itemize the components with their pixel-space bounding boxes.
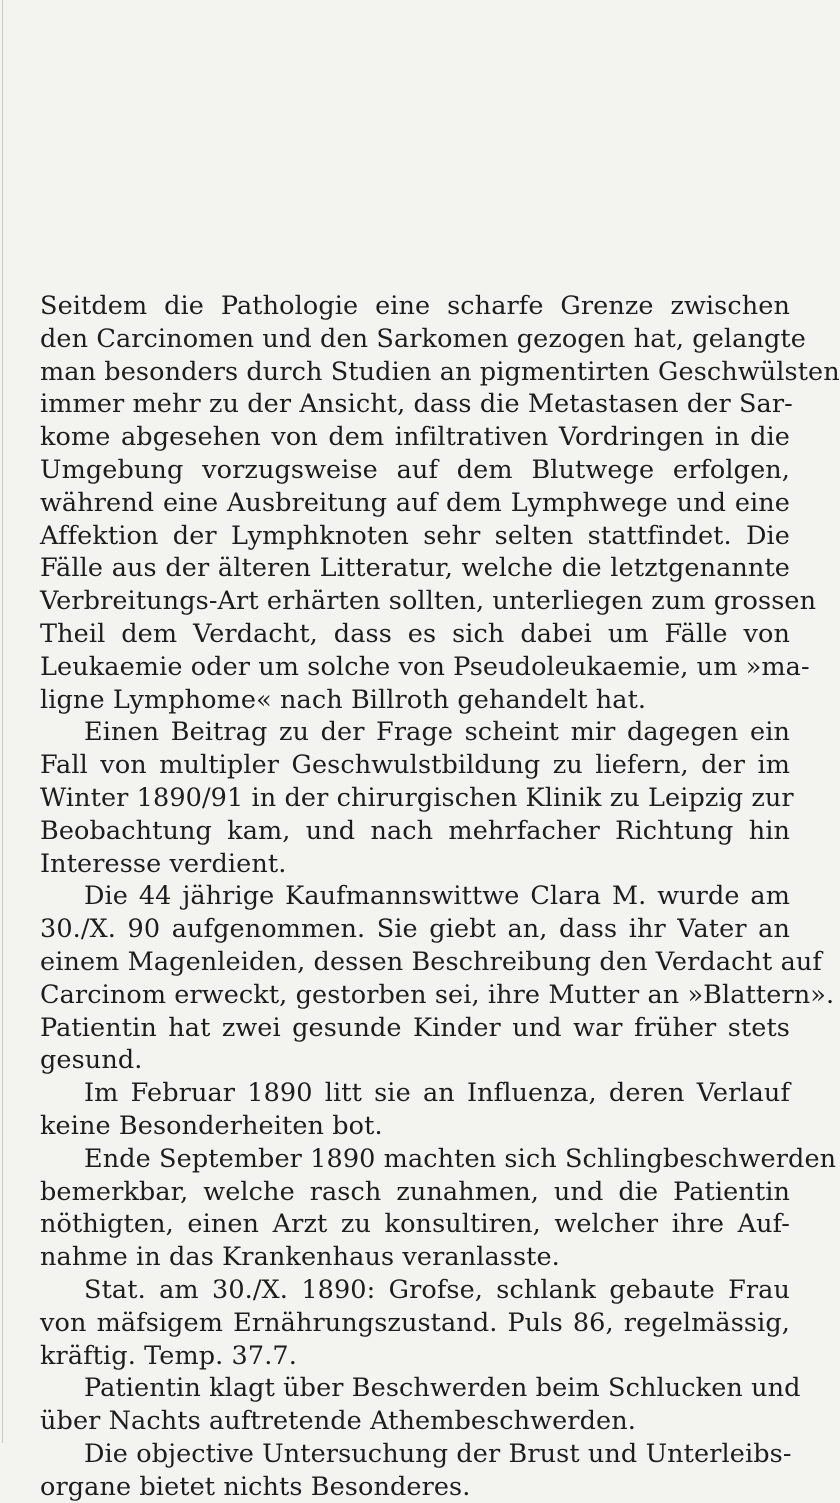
page-edge-line [2, 0, 3, 1443]
text-line: Affektion der Lymphknoten sehr selten stattfindet. Die [40, 520, 790, 551]
text-line: Die 44 jährige Kaufmannswittwe Clara M. wurde am [84, 881, 790, 912]
text-line: keine Besonderheiten bot. [40, 1110, 383, 1141]
paragraph-7 [40, 1372, 801, 1438]
text-line: Im Februar 1890 litt sie an Influenza, deren Verlauf [84, 1078, 790, 1109]
text-line: bemerkbar, welche rasch zunahmen, und die Patientin [40, 1176, 790, 1207]
text-line: von mäfsigem Ernährungszustand. Puls 86, regelmässig, [40, 1307, 790, 1338]
text-line: Ende September 1890 machten sich Schlingbeschwerden [84, 1143, 837, 1174]
text-line: den Carcinomen und den Sarkomen gezogen hat, gelangte [40, 323, 806, 354]
text-line: nahme in das Krankenhaus veranlasste. [40, 1242, 560, 1273]
text-line: Patientin hat zwei gesunde Kinder und war früher stets [40, 1012, 790, 1043]
paragraph-8 [40, 1438, 790, 1503]
text-line: während eine Ausbreitung auf dem Lymphwege und eine [40, 487, 790, 518]
text-line: Stat. am 30./X. 1890: Grofse, schlank gebaute Frau [84, 1274, 790, 1305]
text-line: nöthigten, einen Arzt zu konsultiren, welcher ihre Auf- [40, 1209, 790, 1240]
text-line: Fall von multipler Geschwulstbildung zu liefern, der im [40, 750, 790, 781]
paragraph-4 [40, 1077, 790, 1143]
text-line: organe bietet nichts Besonderes. [40, 1471, 471, 1502]
text-line: einem Magenleiden, dessen Beschreibung den Verdacht auf [40, 946, 822, 977]
text-line: Seitdem die Pathologie eine scharfe Grenze zwischen [40, 291, 790, 321]
paragraph-6 [40, 1274, 790, 1372]
text-line: Patientin klagt über Beschwerden beim Schlucken und [84, 1373, 801, 1404]
text-line: man besonders durch Studien an pigmentirten Geschwülsten [40, 356, 840, 387]
text-line: Fälle aus der älteren Litteratur, welche die letztgenannte [40, 553, 790, 584]
text-line: Verbreitungs-Art erhärten sollten, unterliegen zum grossen [40, 586, 817, 617]
paragraph-3 [40, 880, 835, 1077]
text-line: 30./X. 90 aufgenommen. Sie giebt an, dass ihr Vater an [40, 914, 790, 945]
paragraph-1 [40, 290, 840, 716]
text-line: über Nachts auftretende Athembeschwerden. [40, 1406, 636, 1437]
text-line: Theil dem Verdacht, dass es sich dabei um Fälle von [40, 618, 790, 649]
text-line: Beobachtung kam, und nach mehrfacher Richtung hin [40, 815, 790, 846]
text-line: kome abgesehen von dem infiltrativen Vordringen in die [40, 422, 790, 453]
text-line: Die objective Untersuchung der Brust und Unterleibs- [84, 1438, 792, 1469]
text-line: kräftig. Temp. 37.7. [40, 1340, 297, 1371]
text-line: Leukaemie oder um solche von Pseudoleukaemie, um »ma- [40, 651, 810, 682]
text-line: ligne Lymphome« nach Billroth gehandelt hat. [40, 684, 647, 715]
document-page [40, 290, 840, 1503]
paragraph-2 [40, 716, 794, 880]
paragraph-5 [40, 1143, 837, 1274]
text-line: Winter 1890/91 in der chirurgischen Klinik zu Leipzig zur [40, 782, 794, 813]
text-line: Umgebung vorzugsweise auf dem Blutwege erfolgen, [40, 454, 790, 485]
text-line: Einen Beitrag zu der Frage scheint mir dagegen ein [84, 717, 790, 748]
text-line: gesund. [40, 1045, 143, 1076]
text-line: Carcinom erweckt, gestorben sei, ihre Mutter an »Blattern». [40, 979, 835, 1010]
text-line: immer mehr zu der Ansicht, dass die Metastasen der Sar- [40, 389, 793, 420]
text-line: Interesse verdient. [40, 848, 287, 879]
